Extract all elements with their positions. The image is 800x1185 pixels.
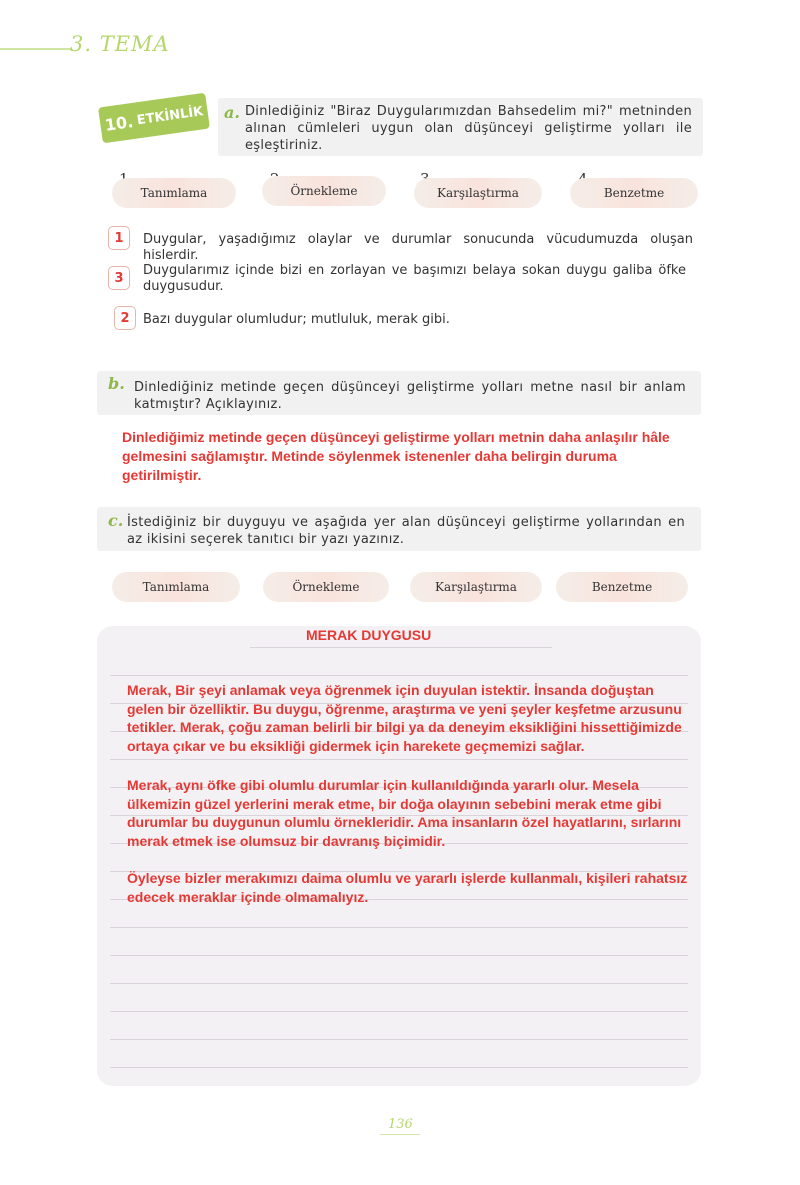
part-c-letter: c. (108, 511, 124, 530)
sentence-2: Duygularımız içinde bizi en zorlayan ve başımızı belaya sokan duygu galiba öfke duygusudur. (143, 263, 686, 294)
option-a-3 (414, 178, 542, 208)
part-a-instruction: Dinlediğiniz "Biraz Duygularımızdan Bahsedelim mi?" metninden alınan cümleleri uygun olan düşünceyi geliştirme yolları ile eşleştiriniz. (245, 104, 692, 153)
writing-rule (110, 759, 688, 760)
section-title: 3. TEMA (70, 32, 170, 56)
essay-paragraph-3: Öyleyse bizler merakımızı daima olumlu ve yararlı işlerde kullanmalı, kişileri rahatsız edecek meraklar içinde olmamalıyız. (127, 870, 688, 905)
option-c-2-label: Örnekleme (292, 580, 360, 594)
part-a-letter: a. (224, 103, 240, 122)
option-a-1 (112, 178, 236, 208)
option-c-3 (410, 572, 542, 602)
header-decor-line (0, 48, 72, 50)
part-b-instruction: Dinlediğiniz metinde geçen düşünceyi geliştirme yolları metne nasıl bir anlam katmıştır? Açıklayınız. (134, 380, 686, 412)
writing-rule (110, 675, 688, 676)
answer-box-3[interactable]: 2 (114, 306, 136, 330)
answer-box-2[interactable]: 3 (108, 266, 130, 290)
option-a-3-label: Karşılaştırma (437, 186, 519, 200)
option-c-2 (263, 572, 389, 602)
option-c-3-label: Karşılaştırma (435, 580, 517, 594)
sentence-1: Duygular, yaşadığımız olaylar ve durumlar sonucunda vücudumuzda oluşan hislerdir. (143, 232, 693, 263)
essay-paragraph-2: Merak, aynı öfke gibi olumlu durumlar için kullanıldığında yararlı olur. Mesela ülkemizin güzel yerlerini merak etme, bir doğa olayının sebebini merak etme gibi durumlar bu duygunun olumlu örnekleridir. Ama insanların özel hayatlarını, sırlarını merak etmek ise olumsuz bir davranış biçimidir. (127, 777, 682, 849)
option-c-1 (112, 572, 240, 602)
writing-rule (110, 1067, 688, 1068)
option-a-1-label: Tanımlama (140, 186, 208, 200)
answer-box-1[interactable]: 1 (108, 226, 130, 250)
option-a-4-label: Benzetme (603, 186, 665, 200)
essay-title: MERAK DUYGUSU (306, 627, 432, 643)
activity-badge (98, 93, 210, 144)
sentence-3: Bazı duygular olumludur; mutluluk, merak gibi. (143, 312, 450, 327)
page-number: 136 (388, 1117, 413, 1132)
writing-rule (110, 955, 688, 956)
option-c-4 (556, 572, 688, 602)
option-a-2-label: Örnekleme (290, 184, 358, 198)
title-rule (250, 647, 552, 648)
writing-rule (110, 927, 688, 928)
writing-rule (110, 1011, 688, 1012)
activity-number: 10. (103, 111, 135, 135)
option-c-4-label: Benzetme (591, 580, 653, 594)
option-c-1-label: Tanımlama (142, 580, 210, 594)
part-b-letter: b. (108, 374, 125, 393)
option-a-4 (570, 178, 698, 208)
option-a-2 (262, 176, 386, 206)
essay-paragraph-1: Merak, Bir şeyi anlamak veya öğrenmek için duyulan istektir. İnsanda doğuştan gelen bir özelliktir. Bu duygu, öğrenme, araştırma ve yeni şeyler keşfetme arzusunu tetikler. Merak, çoğu zaman belirli bir bilgi ya da deneyim eksikliğini hissettiğimizde ortaya çıkar ve bu eksikliği gidermek için harekete geçmemizi sağlar. (127, 682, 682, 754)
activity-label: ETKİNLİK (135, 103, 205, 128)
writing-rule (110, 1039, 688, 1040)
part-c-instruction: İstediğiniz bir duyguyu ve aşağıda yer alan düşünceyi geliştirme yollarından en az ikisini seçerek tanıtıcı bir yazı yazınız. (127, 515, 685, 547)
part-b-answer: Dinlediğimiz metinde geçen düşünceyi geliştirme yolları metnin daha anlaşılır hâle gelmesini sağlamıştır. Metinde söylenmek istenenler daha belirgin duruma getirilmiştir. (122, 429, 670, 483)
writing-rule (110, 983, 688, 984)
page-number-underline (380, 1134, 420, 1135)
